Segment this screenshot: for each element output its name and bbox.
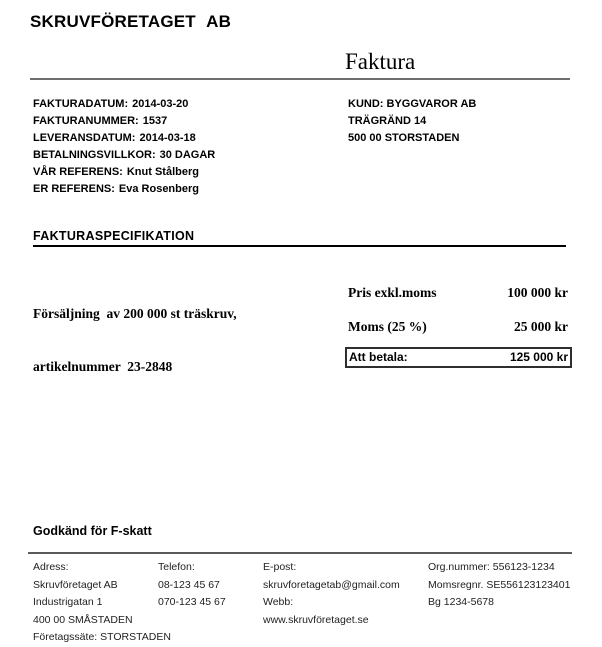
footer-city-line: 400 00 SMÅSTADEN xyxy=(33,613,133,626)
customer-block xyxy=(348,96,476,147)
payment-terms-label: BETALNINGSVILLKOR: xyxy=(33,149,156,161)
vat-value: 25 000 kr xyxy=(514,319,568,334)
total-due-label: Att betala: xyxy=(349,350,408,364)
footer-divider-line xyxy=(28,552,572,554)
delivery-date-value: 2014-03-18 xyxy=(139,132,196,144)
your-reference-label: ER REFERENS: xyxy=(33,183,115,195)
item-description-line-2: artikelnummer 23-2848 xyxy=(33,358,173,374)
our-reference-row xyxy=(33,164,215,181)
footer-bankgiro-line: Bg 1234-5678 xyxy=(428,596,494,608)
your-reference-row xyxy=(33,181,215,198)
footer-web-value: www.skruvföretaget.se xyxy=(263,613,369,626)
specification-heading: FAKTURASPECIFIKATION xyxy=(33,229,566,247)
footer-company-line: Skruvföretaget AB xyxy=(33,578,118,591)
payment-terms-row xyxy=(33,147,215,164)
total-due-value: 125 000 kr xyxy=(509,350,568,364)
vat-label: Moms (25 %) xyxy=(348,319,427,334)
item-description-line-1: Försäljning av 200 000 st träskruv, xyxy=(33,306,237,321)
footer-contact-column xyxy=(263,559,400,629)
invoice-meta-block xyxy=(33,96,215,198)
our-reference-label: VÅR REFERENS: xyxy=(33,166,123,178)
footer-web-label: Webb: xyxy=(263,596,294,608)
vat-row xyxy=(348,319,568,335)
invoice-date-value: 2014-03-20 xyxy=(132,98,189,110)
invoice-number-value: 1537 xyxy=(142,115,168,127)
footer-orgnumber-line: Org.nummer: 556123-1234 xyxy=(428,561,555,573)
item-description xyxy=(33,270,237,393)
price-excl-vat-value: 100 000 kr xyxy=(507,285,568,300)
f-skatt-note: Godkänd för F-skatt xyxy=(33,524,152,538)
footer-registration-column xyxy=(428,559,570,612)
invoice-date-label: FAKTURADATUM: xyxy=(33,98,129,110)
footer-phone-label: Telefon: xyxy=(158,561,195,573)
invoice-number-label: FAKTURANUMMER: xyxy=(33,115,139,127)
invoice-date-row xyxy=(33,96,215,113)
customer-city-line: 500 00 STORSTADEN xyxy=(348,132,460,144)
delivery-date-row xyxy=(33,130,215,147)
footer-phone-line-2: 070-123 45 67 xyxy=(158,596,226,608)
price-excl-vat-row xyxy=(348,285,568,301)
payment-terms-value: 30 DAGAR xyxy=(159,149,216,161)
footer-phone-line-1: 08-123 45 67 xyxy=(158,578,220,591)
delivery-date-label: LEVERANSDATUM: xyxy=(33,132,136,144)
total-due-box xyxy=(345,347,572,368)
our-reference-value: Knut Stålberg xyxy=(126,166,199,178)
footer-address-column xyxy=(33,559,171,647)
price-excl-vat-label: Pris exkl.moms xyxy=(348,285,437,300)
customer-name-line: KUND: BYGGVAROR AB xyxy=(348,98,477,110)
customer-street-line: TRÄGRÄND 14 xyxy=(348,115,427,127)
footer-street-line: Industrigatan 1 xyxy=(33,596,103,608)
document-title: Faktura xyxy=(345,49,416,74)
company-name: SKRUVFÖRETAGET AB xyxy=(30,12,232,31)
footer-address-label: Adress: xyxy=(33,561,69,573)
footer-vatnumber-line: Momsregnr. SE556123123401 xyxy=(428,578,571,591)
invoice-number-row xyxy=(33,113,215,130)
footer-phone-column xyxy=(158,559,226,612)
footer-email-label: E-post: xyxy=(263,561,297,573)
your-reference-value: Eva Rosenberg xyxy=(118,183,199,195)
footer-email-value: skruvforetagetab@gmail.com xyxy=(263,578,400,591)
header-divider-line xyxy=(30,78,570,80)
footer-seat-line: Företagssäte: STORSTADEN xyxy=(33,631,171,643)
